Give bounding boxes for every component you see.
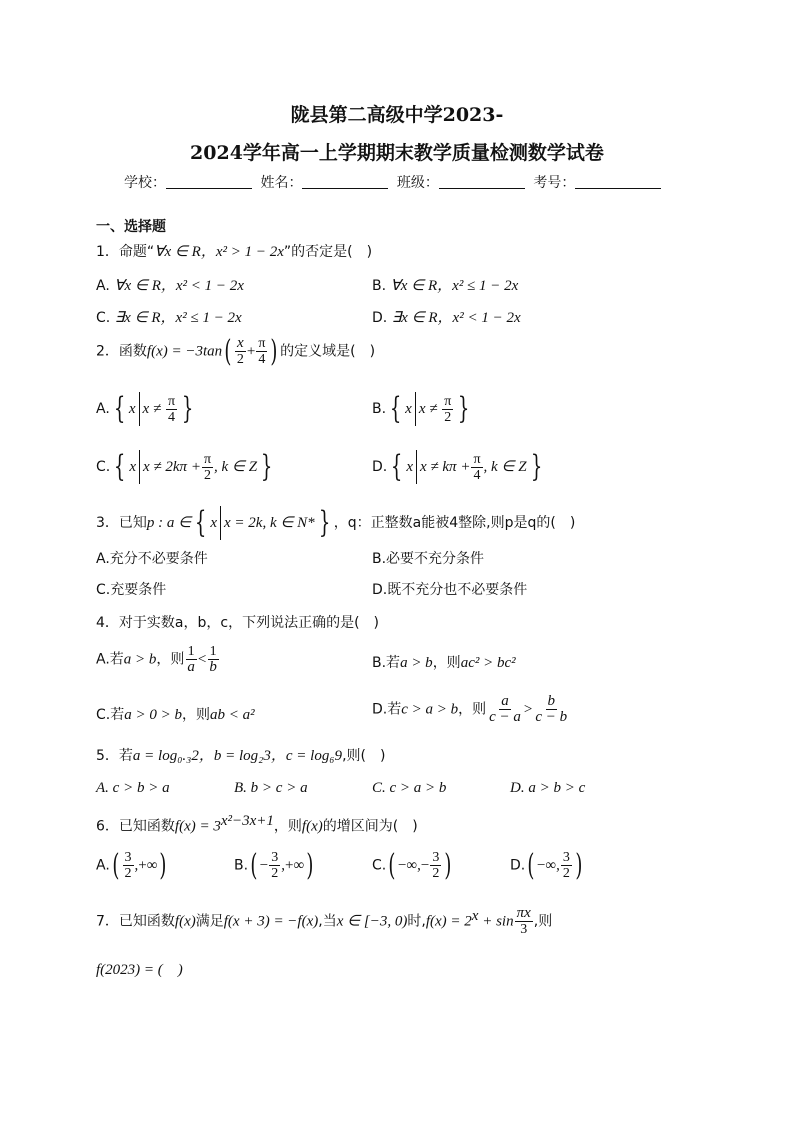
q5-number: 5． — [96, 748, 119, 764]
set-bar — [416, 450, 417, 484]
q4-option-b — [372, 652, 516, 672]
brace-open: { — [195, 505, 207, 540]
q2-d-tail: , k ∈ Z — [483, 459, 527, 475]
brace-close: } — [260, 449, 273, 484]
frac-pi4: $\frac{\pi}{4}$ — [473, 451, 481, 483]
q6-d-label: D. — [510, 857, 526, 874]
q5-option-d: D. a > b > c — [510, 780, 586, 796]
q1-d-text: ∃x ∈ R，x² < 1 − 2x — [391, 310, 521, 326]
q3-post: ，q：正整数a能被4整除,则p是q的( ) — [333, 515, 576, 531]
q4-option-a: A.若a > b，则 $\frac{1}{a}$ < $\frac{1}{b}$ — [96, 644, 217, 675]
frac-pi2: $\frac{\pi}{2}$ — [444, 393, 452, 425]
q7-t1: 满足 — [195, 913, 224, 930]
q2-a-label: A. — [96, 401, 110, 417]
frac-3-2: $\frac{3}{2}$ — [562, 850, 570, 881]
q3-stem — [96, 506, 575, 540]
q2-post: 的定义域是( ) — [280, 343, 376, 360]
paren-close: ) — [159, 847, 167, 883]
name-label: 姓名： — [260, 175, 303, 191]
brace-close: } — [318, 505, 330, 540]
q1-d-label: D. — [372, 310, 388, 326]
q7-exponent: x — [471, 907, 479, 924]
q2-option-b — [372, 392, 473, 426]
paren-open: ( — [112, 847, 120, 883]
q6-option-b: B.( − $\frac{3}{2}$ ,+∞) — [234, 847, 314, 883]
q7-line2: f(2023) = ( ) — [96, 962, 183, 978]
brace-close: } — [181, 391, 194, 426]
q2-option-a — [96, 392, 197, 426]
school-label: 学校： — [124, 175, 166, 191]
q2-option-d — [372, 450, 546, 484]
school-blank — [166, 174, 252, 189]
q2-frac-x2: $\frac{x}{2}$ — [236, 335, 244, 367]
q1-a-text: ∀x ∈ R，x² < 1 − 2x — [114, 278, 244, 294]
q5-option-c: C. c > a > b — [372, 780, 447, 796]
q2-pre: 函数 — [118, 343, 147, 360]
q7-f5: + sin — [478, 913, 514, 930]
set-bar — [415, 392, 416, 426]
q4-option-c — [96, 704, 255, 724]
q1-option-d — [372, 306, 521, 327]
frac-3-2: $\frac{3}{2}$ — [432, 850, 440, 881]
frac-3-2: $\frac{3}{2}$ — [124, 850, 132, 881]
q5-option-b: B. b > c > a — [234, 780, 308, 796]
q6-option-a: A.( $\frac{3}{2}$ ,+∞) — [96, 847, 167, 883]
q1-a-label: A. — [96, 278, 110, 294]
q3-pre: 已知 — [118, 515, 147, 531]
q3-option-b: B.必要不充分条件 — [372, 551, 485, 567]
frac-pix-3: $\frac{\pi x}{3}$ — [516, 905, 531, 937]
q1-option-a — [96, 274, 244, 295]
q1-number: 1． — [96, 244, 119, 260]
q2-stem: 2．函数f(x) = −3tan( $\frac{x}{2}$ + $\frac{\pi}{4}$ ) 的定义域是( ) — [96, 333, 376, 369]
title-line-2: 2024学年高一上学期期末教学质量检测数学试卷 — [190, 142, 604, 164]
q7-pre: 已知函数 — [118, 913, 175, 930]
frac-pi4: $\frac{\pi}{4}$ — [167, 393, 176, 425]
set-cond: x ≠ — [142, 401, 165, 417]
q6-b-label: B. — [234, 857, 249, 874]
paren-close: ) — [444, 847, 452, 883]
q1-pre: 命题“ — [118, 244, 155, 260]
q2-c-label: C. — [96, 459, 111, 475]
id-label: 考号： — [533, 175, 576, 191]
q3-option-d: D.既不充分也不必要条件 — [372, 582, 528, 598]
q1-b-label: B. — [372, 278, 387, 294]
brace-close: } — [530, 449, 542, 484]
frac-a-ca: $\frac{a}{c - a}$ — [489, 693, 521, 725]
q6-stem — [96, 813, 418, 836]
set-bar — [139, 450, 140, 484]
set-var: x — [406, 459, 413, 475]
set-var: x — [405, 401, 412, 417]
brace-open: { — [391, 449, 403, 484]
q5-option-a: A. c > b > a — [96, 780, 170, 796]
q4-c-pre: C.若 — [96, 707, 125, 723]
q4-b-res: ac² > bc² — [460, 655, 516, 671]
q6-post: 的增区间为( ) — [322, 818, 418, 835]
set-bar — [220, 506, 221, 540]
q6-number: 6． — [96, 818, 119, 835]
q1-post: ”的否定是( ) — [283, 244, 373, 260]
q4-c-res: ab < a² — [209, 707, 255, 723]
q6-c-label: C. — [372, 857, 387, 874]
brace-open: { — [114, 449, 126, 484]
q3-number: 3． — [96, 515, 119, 531]
set-var: x — [129, 459, 136, 475]
q1-stem — [96, 240, 372, 261]
title-line-1: 陇县第二高级中学2023- — [290, 104, 504, 126]
id-blank — [575, 174, 661, 189]
frac-3-2: $\frac{3}{2}$ — [271, 850, 279, 881]
q3-set: x = 2k, k ∈ N* — [224, 515, 315, 531]
q7-f4: f(x) = 2 — [425, 913, 472, 930]
set-var: x — [210, 515, 217, 531]
paren-open: ( — [250, 847, 258, 883]
q4-text: 对于实数a，b，c，下列说法正确的是( ) — [118, 615, 380, 631]
q7-number: 7． — [96, 913, 119, 930]
q2-c-tail: , k ∈ Z — [214, 459, 258, 475]
q2-d-label: D. — [372, 459, 388, 475]
q4-a-pre: A.若 — [96, 651, 124, 668]
q7-stem — [96, 906, 552, 937]
frac-1a: $\frac{1}{a}$ — [187, 644, 195, 675]
paren-close: ) — [306, 847, 314, 883]
q1-c-label: C. — [96, 310, 111, 326]
q6-func2: f(x) — [301, 818, 323, 835]
q4-b-mid: ，则 — [432, 655, 461, 671]
q2-b-label: B. — [372, 401, 387, 417]
q4-b-pre: B.若 — [372, 655, 401, 671]
q5-post: ,则( ) — [342, 748, 386, 764]
q4-d-cond: c > a > b — [401, 701, 459, 718]
q7-f1: f(x) — [174, 913, 196, 930]
q2-d-text: x ≠ kπ + — [420, 459, 471, 475]
q2-func: f(x) = −3tan — [146, 343, 223, 360]
q2-option-c — [96, 450, 276, 484]
brace-open: { — [389, 391, 402, 426]
paren-close: ) — [575, 847, 583, 883]
q4-c-mid: ，则 — [181, 707, 210, 723]
info-fields — [124, 172, 665, 192]
q5-stem — [96, 744, 385, 765]
q4-d-pre: D.若 — [372, 701, 402, 718]
q2-paren-close: ) — [270, 333, 278, 369]
brace-close: } — [458, 391, 470, 426]
q2-frac-pi4: $\frac{\pi}{4}$ — [258, 336, 266, 367]
class-label: 班级： — [396, 175, 439, 191]
q6-option-d: D.( −∞, $\frac{3}{2}$ ) — [510, 847, 583, 883]
q6-func: f(x) = 3 — [174, 818, 221, 835]
q1-option-c — [96, 306, 242, 327]
q4-a-cond: a > b — [123, 651, 157, 668]
q4-b-cond: a > b — [400, 655, 433, 671]
q1-c-text: ∃x ∈ R，x² ≤ 1 − 2x — [114, 310, 242, 326]
frac-b-cb: $\frac{b}{c - b}$ — [535, 693, 568, 725]
frac-pi2: $\frac{\pi}{2}$ — [203, 451, 212, 483]
q5-pre: 若 — [118, 748, 133, 764]
q1-option-b — [372, 274, 518, 295]
q2-paren-open: ( — [224, 333, 232, 369]
paren-open: ( — [527, 847, 535, 883]
set-var: x — [128, 401, 136, 417]
q4-number: 4． — [96, 615, 119, 631]
section-heading: 一、选择题 — [96, 219, 166, 235]
q6-exponent: x²−3x+1 — [220, 813, 274, 829]
q7-t2: ,当 — [318, 913, 337, 930]
q4-a-mid: ，则 — [156, 651, 185, 668]
q7-f3: x ∈ [−3, 0) — [336, 913, 408, 930]
q7-t4: ,则 — [533, 913, 553, 930]
q6-option-c: C.( −∞,− $\frac{3}{2}$ ) — [372, 847, 452, 883]
q7-t3: 时, — [407, 913, 426, 930]
q4-stem — [96, 612, 379, 632]
brace-open: { — [113, 391, 126, 426]
q2-c-text: x ≠ 2kπ + — [143, 459, 201, 475]
q6-a-label: A. — [96, 857, 110, 874]
paren-open: ( — [388, 847, 396, 883]
q4-c-cond: a > 0 > b — [124, 707, 182, 723]
q4-option-d: D.若c > a > b，则 $\frac{a}{c - a}$ > $\frac{b}{c - b}$ — [372, 693, 568, 725]
q3-option-c: C.充要条件 — [96, 582, 167, 598]
class-blank — [439, 174, 525, 189]
q5-math: a = log₀.₃2，b = log₂3，c = log₆9 — [132, 748, 343, 764]
set-cond: x ≠ — [418, 401, 442, 417]
q2-number: 2． — [96, 343, 119, 360]
q1-math: ∀x ∈ R，x² > 1 − 2x — [154, 244, 284, 260]
q4-d-mid: ，则 — [458, 701, 487, 718]
q6-pre: 已知函数 — [118, 818, 175, 835]
set-bar — [139, 392, 140, 426]
q6-mid: ，则 — [273, 818, 302, 835]
q7-f2: f(x + 3) = −f(x) — [223, 913, 319, 930]
q3-math: p : a ∈ — [146, 515, 192, 531]
name-blank — [302, 174, 388, 189]
q1-b-text: ∀x ∈ R，x² ≤ 1 − 2x — [390, 278, 519, 294]
frac-1b: $\frac{1}{b}$ — [209, 644, 217, 675]
q3-option-a: A.充分不必要条件 — [96, 551, 208, 567]
